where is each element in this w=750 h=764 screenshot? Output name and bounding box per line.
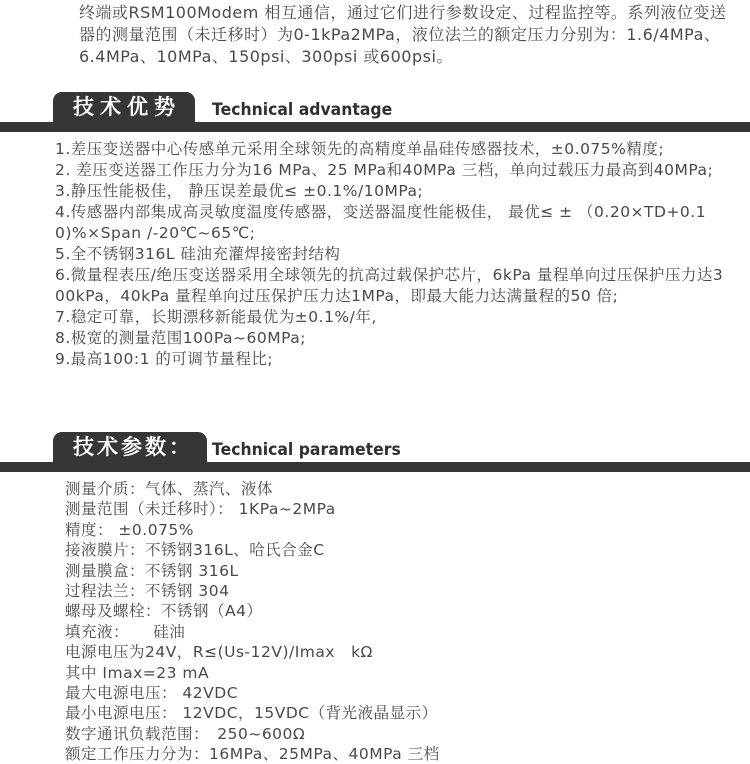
advantage-item: 7.稳定可靠，长期漂移新能最优为±0.1%/年, [55,308,377,326]
parameter-line: 其中 Imax=23 mA [65,663,210,682]
advantage-item: 6.微量程表压/绝压变送器采用全球领先的抗高过载保护芯片，6kPa 量程单向过压保护压力达300kPa，40kPa 量程单向过压保护压力达1MPa，即最大能力达满量程的50 倍; [55,266,724,305]
section-divider-advantages [0,122,750,132]
parameter-line: 测量介质：气体、蒸汽、液体 [65,480,274,498]
advantage-list [55,139,727,370]
parameter-line: 精度： ±0.075% [65,520,195,539]
parameter-line: 测量膜盒：不锈钢 316L [65,561,239,580]
section-subtitle-advantages: Technical advantage [212,100,393,120]
parameter-line: 螺母及螺栓：不锈钢（A4） [65,602,263,621]
advantage-item: 2. 差压变送器工作压力分为16 MPa、25 MPa和40MPa 三档，单向过载压力最高到40MPa; [55,161,714,179]
section-badge-advantages: 技术优势 [53,92,195,123]
advantage-item: 8.极宽的测量范围100Pa~60MPa; [55,329,306,347]
intro-paragraph: 终端或RSM100Modem 相互通信，通过它们进行参数设定、过程监控等。系列液位变送器的测量范围（未迁移时）为0-1kPa2MPa，液位法兰的额定压力分别为：1.6/4MPa、6.4MPa、10MPa、150psi、300psi 或600psi。 [79,3,727,66]
advantage-item: 5.全不锈钢316L 硅油充灌焊接密封结构 [55,245,341,263]
parameter-line: 过程法兰：不锈钢 304 [65,581,230,600]
advantage-item: 1.差压变送器中心传感单元采用全球领先的高精度单晶硅传感器技术，±0.075%精度; [55,140,665,158]
parameter-line: 最小电源电压： 12VDC，15VDC（背光液晶显示） [65,704,438,723]
parameter-line: 最大电源电压： 42VDC [65,683,239,702]
parameter-line: 接液膜片：不锈钢316L、哈氏合金C [65,541,325,560]
parameter-line: 数字通讯负载范围： 250~600Ω [65,724,306,743]
parameter-line: 电源电压为24V，R≤(Us-12V)/Imax kΩ [65,643,373,662]
section-badge-parameters: 技术参数： [53,432,207,463]
parameter-line: 填充液： 硅油 [65,622,186,641]
parameter-line: 额定工作压力分为：16MPa、25MPa、40MPa 三档 [65,745,440,764]
advantage-item: 4.传感器内部集成高灵敏度温度传感器，变送器温度性能极佳， 最优≤ ± （0.20×TD+0.10)%×Span /-20℃~65℃; [55,203,707,242]
parameter-line: 测量范围（未迁移时）： 1KPa~2MPa [65,500,336,519]
advantage-item: 9.最高100:1 的可调节量程比; [55,350,274,368]
advantage-item: 3.静压性能极佳， 静压误差最优≤ ±0.1%/10MPa; [55,182,424,200]
section-divider-parameters [0,462,750,472]
parameter-list [65,479,735,764]
section-subtitle-parameters: Technical parameters [212,440,401,460]
